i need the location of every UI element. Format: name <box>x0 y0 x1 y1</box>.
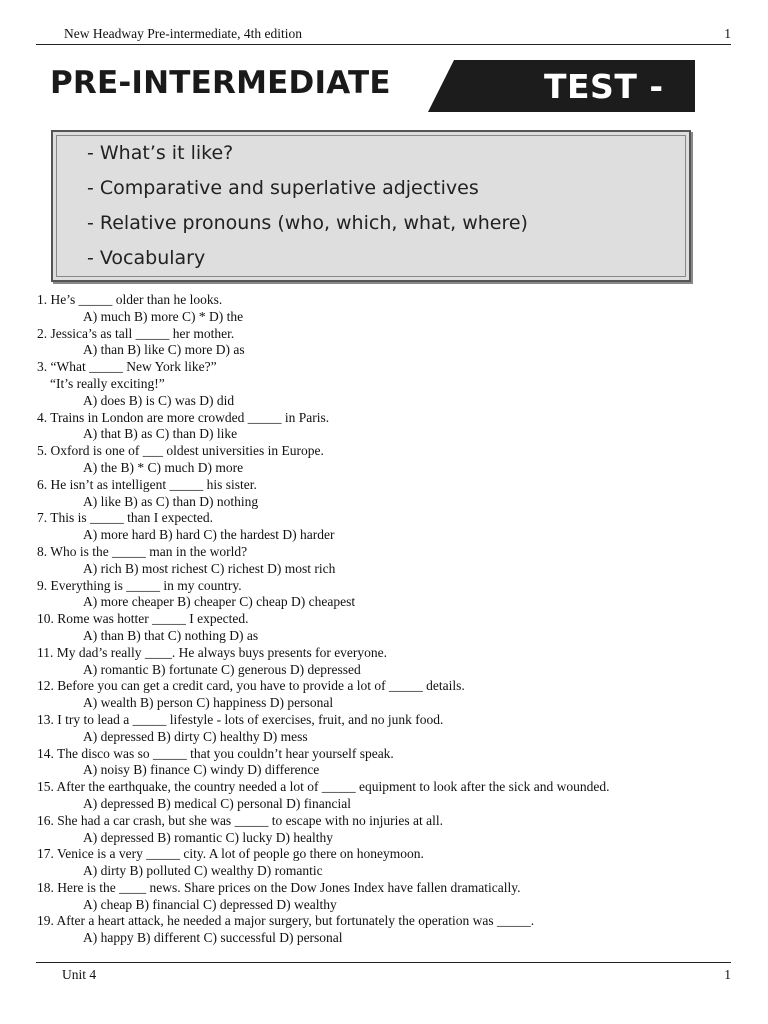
question-stem: 4. Trains in London are more crowded _____ in Paris. <box>37 409 330 425</box>
question-reply: “It’s really exciting!” <box>50 375 165 391</box>
banner-test-text: TEST - <box>544 67 664 106</box>
banner-level-text: PRE-INTERMEDIATE <box>50 65 391 101</box>
question-options: A) depressed B) medical C) personal D) financial <box>83 795 352 811</box>
question-stem: 5. Oxford is one of ___ oldest universities in Europe. <box>37 443 324 459</box>
question-item <box>37 645 737 679</box>
question-item <box>37 443 737 477</box>
header-page-number: 1 <box>724 26 731 41</box>
question-options: A) wealth B) person C) happiness D) personal <box>83 695 334 711</box>
question-item <box>37 326 737 360</box>
question-options: A) rich B) most richest C) richest D) most rich <box>83 560 336 576</box>
question-stem: 17. Venice is a very _____ city. A lot of people go there on honeymoon. <box>37 846 424 862</box>
question-stem: 12. Before you can get a credit card, you have to provide a lot of _____ details. <box>37 678 465 694</box>
question-options: A) that B) as C) than D) like <box>83 426 238 442</box>
question-options: A) than B) like C) more D) as <box>83 342 245 358</box>
question-stem: 1. He’s _____ older than he looks. <box>37 292 223 307</box>
question-options: A) like B) as C) than D) nothing <box>83 493 259 509</box>
question-stem: 16. She had a car crash, but she was _____ to escape with no injuries at all. <box>37 812 444 828</box>
page-footer <box>36 962 731 985</box>
question-item <box>37 712 737 746</box>
question-stem: 13. I try to lead a _____ lifestyle - lots of exercises, fruit, and no junk food. <box>37 711 444 727</box>
question-item <box>37 678 737 712</box>
question-options: A) than B) that C) nothing D) as <box>83 627 259 643</box>
question-item <box>37 913 737 947</box>
question-item <box>37 359 737 409</box>
question-item <box>37 510 737 544</box>
page-header <box>36 24 731 45</box>
question-options: A) noisy B) finance C) windy D) difference <box>83 762 320 778</box>
question-options: A) depressed B) romantic C) lucky D) healthy <box>83 829 334 845</box>
question-item <box>37 880 737 914</box>
question-item <box>37 779 737 813</box>
question-stem: 11. My dad’s really ____. He always buys presents for everyone. <box>37 644 388 660</box>
footer-page-number: 1 <box>724 967 731 982</box>
question-item <box>37 544 737 578</box>
question-options: A) much B) more C) * D) the <box>83 308 244 324</box>
question-item <box>37 746 737 780</box>
question-item <box>37 477 737 511</box>
question-options: A) cheap B) financial C) depressed D) wealthy <box>83 896 337 912</box>
question-options: A) more hard B) hard C) the hardest D) harder <box>83 527 335 543</box>
question-stem: 18. Here is the ____ news. Share prices on the Dow Jones Index have fallen dramatically. <box>37 879 521 895</box>
question-item <box>37 813 737 847</box>
question-options: A) more cheaper B) cheaper C) cheap D) cheapest <box>83 594 356 610</box>
question-options: A) romantic B) fortunate C) generous D) depressed <box>83 661 361 677</box>
header-title: New Headway Pre-intermediate, 4th edition <box>64 26 303 41</box>
question-item <box>37 846 737 880</box>
question-options: A) happy B) different C) successful D) personal <box>83 930 343 946</box>
question-item <box>37 410 737 444</box>
question-options: A) dirty B) polluted C) wealthy D) romantic <box>83 863 323 879</box>
question-stem: 19. After a heart attack, he needed a major surgery, but fortunately the operation was _____. <box>37 913 535 929</box>
question-list <box>37 292 737 947</box>
question-stem: 2. Jessica’s as tall _____ her mother. <box>37 325 235 341</box>
topics-box <box>51 130 691 282</box>
question-item <box>37 578 737 612</box>
question-item <box>37 292 737 326</box>
question-stem: 8. Who is the _____ man in the world? <box>37 543 248 559</box>
test-banner <box>50 60 695 112</box>
question-item <box>37 611 737 645</box>
question-stem: 3. “What _____ New York like?” <box>37 359 217 375</box>
topic-item: - What’s it like? <box>87 142 234 164</box>
question-options: A) does B) is C) was D) did <box>83 392 235 408</box>
topic-item: - Relative pronouns (who, which, what, where) <box>87 212 528 234</box>
question-stem: 7. This is _____ than I expected. <box>37 510 213 526</box>
question-stem: 9. Everything is _____ in my country. <box>37 577 242 593</box>
question-stem: 10. Rome was hotter _____ I expected. <box>37 611 249 627</box>
question-stem: 6. He isn’t as intelligent _____ his sister. <box>37 476 257 492</box>
question-stem: 15. After the earthquake, the country needed a lot of _____ equipment to look after the sick and wounded. <box>37 779 610 795</box>
question-options: A) the B) * C) much D) more <box>83 459 244 475</box>
footer-unit: Unit 4 <box>62 967 97 982</box>
topic-item: - Vocabulary <box>87 247 206 269</box>
topic-item: - Comparative and superlative adjectives <box>87 177 479 199</box>
question-stem: 14. The disco was so _____ that you couldn’t hear yourself speak. <box>37 745 394 761</box>
question-options: A) depressed B) dirty C) healthy D) mess <box>83 728 308 744</box>
